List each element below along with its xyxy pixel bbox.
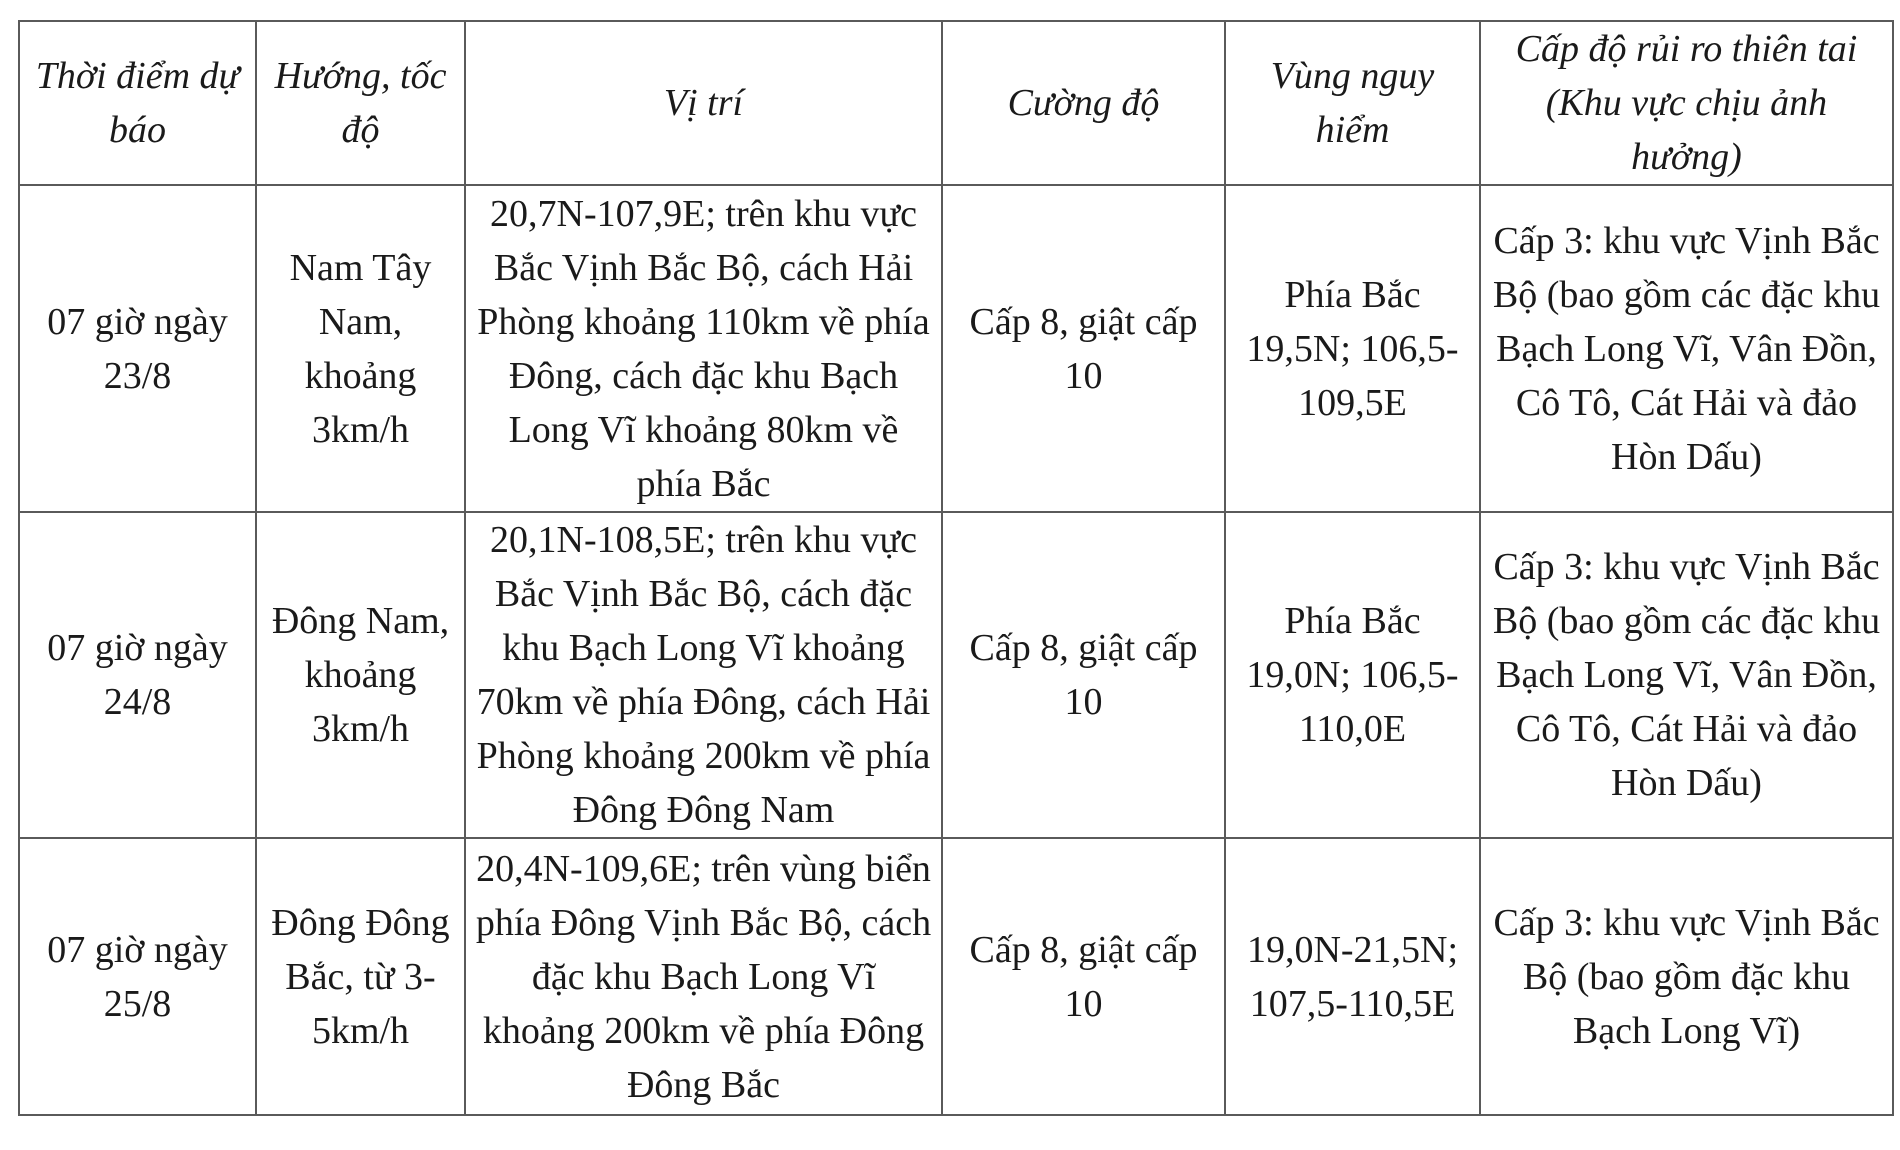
cell-risk-level: Cấp 3: khu vực Vịnh Bắc Bộ (bao gồm đặc khu Bạch Long Vĩ) [1480,838,1893,1115]
cell-forecast-time: 07 giờ ngày 23/8 [19,185,256,512]
storm-forecast-table [18,20,1894,1116]
header-position: Vị trí [465,21,942,185]
header-danger-zone: Vùng nguy hiểm [1225,21,1480,185]
table-row [19,838,1893,1115]
cell-danger-zone: Phía Bắc 19,0N; 106,5-110,0E [1225,512,1480,838]
cell-forecast-time: 07 giờ ngày 25/8 [19,838,256,1115]
cell-risk-level: Cấp 3: khu vực Vịnh Bắc Bộ (bao gồm các đặc khu Bạch Long Vĩ, Vân Đồn, Cô Tô, Cát Hải và đảo Hòn Dấu) [1480,185,1893,512]
forecast-table-container [18,20,1894,1116]
cell-intensity: Cấp 8, giật cấp 10 [942,838,1225,1115]
cell-position: 20,4N-109,6E; trên vùng biển phía Đông Vịnh Bắc Bộ, cách đặc khu Bạch Long Vĩ khoảng 200km về phía Đông Đông Bắc [465,838,942,1115]
table-header-row [19,21,1893,185]
table-row [19,512,1893,838]
cell-forecast-time: 07 giờ ngày 24/8 [19,512,256,838]
table-row [19,185,1893,512]
header-direction-speed: Hướng, tốc độ [256,21,465,185]
header-intensity: Cường độ [942,21,1225,185]
cell-direction-speed: Đông Đông Bắc, từ 3-5km/h [256,838,465,1115]
cell-position: 20,7N-107,9E; trên khu vực Bắc Vịnh Bắc Bộ, cách Hải Phòng khoảng 110km về phía Đông, cách đặc khu Bạch Long Vĩ khoảng 80km về phía Bắc [465,185,942,512]
cell-direction-speed: Đông Nam, khoảng 3km/h [256,512,465,838]
cell-danger-zone: Phía Bắc 19,5N; 106,5-109,5E [1225,185,1480,512]
cell-position: 20,1N-108,5E; trên khu vực Bắc Vịnh Bắc Bộ, cách đặc khu Bạch Long Vĩ khoảng 70km về phía Đông, cách Hải Phòng khoảng 200km về phía Đông Đông Nam [465,512,942,838]
cell-intensity: Cấp 8, giật cấp 10 [942,512,1225,838]
cell-direction-speed: Nam Tây Nam, khoảng 3km/h [256,185,465,512]
header-forecast-time: Thời điểm dự báo [19,21,256,185]
cell-intensity: Cấp 8, giật cấp 10 [942,185,1225,512]
cell-danger-zone: 19,0N-21,5N; 107,5-110,5E [1225,838,1480,1115]
cell-risk-level: Cấp 3: khu vực Vịnh Bắc Bộ (bao gồm các đặc khu Bạch Long Vĩ, Vân Đồn, Cô Tô, Cát Hải và đảo Hòn Dấu) [1480,512,1893,838]
header-risk-level: Cấp độ rủi ro thiên tai (Khu vực chịu ảnh hưởng) [1480,21,1893,185]
